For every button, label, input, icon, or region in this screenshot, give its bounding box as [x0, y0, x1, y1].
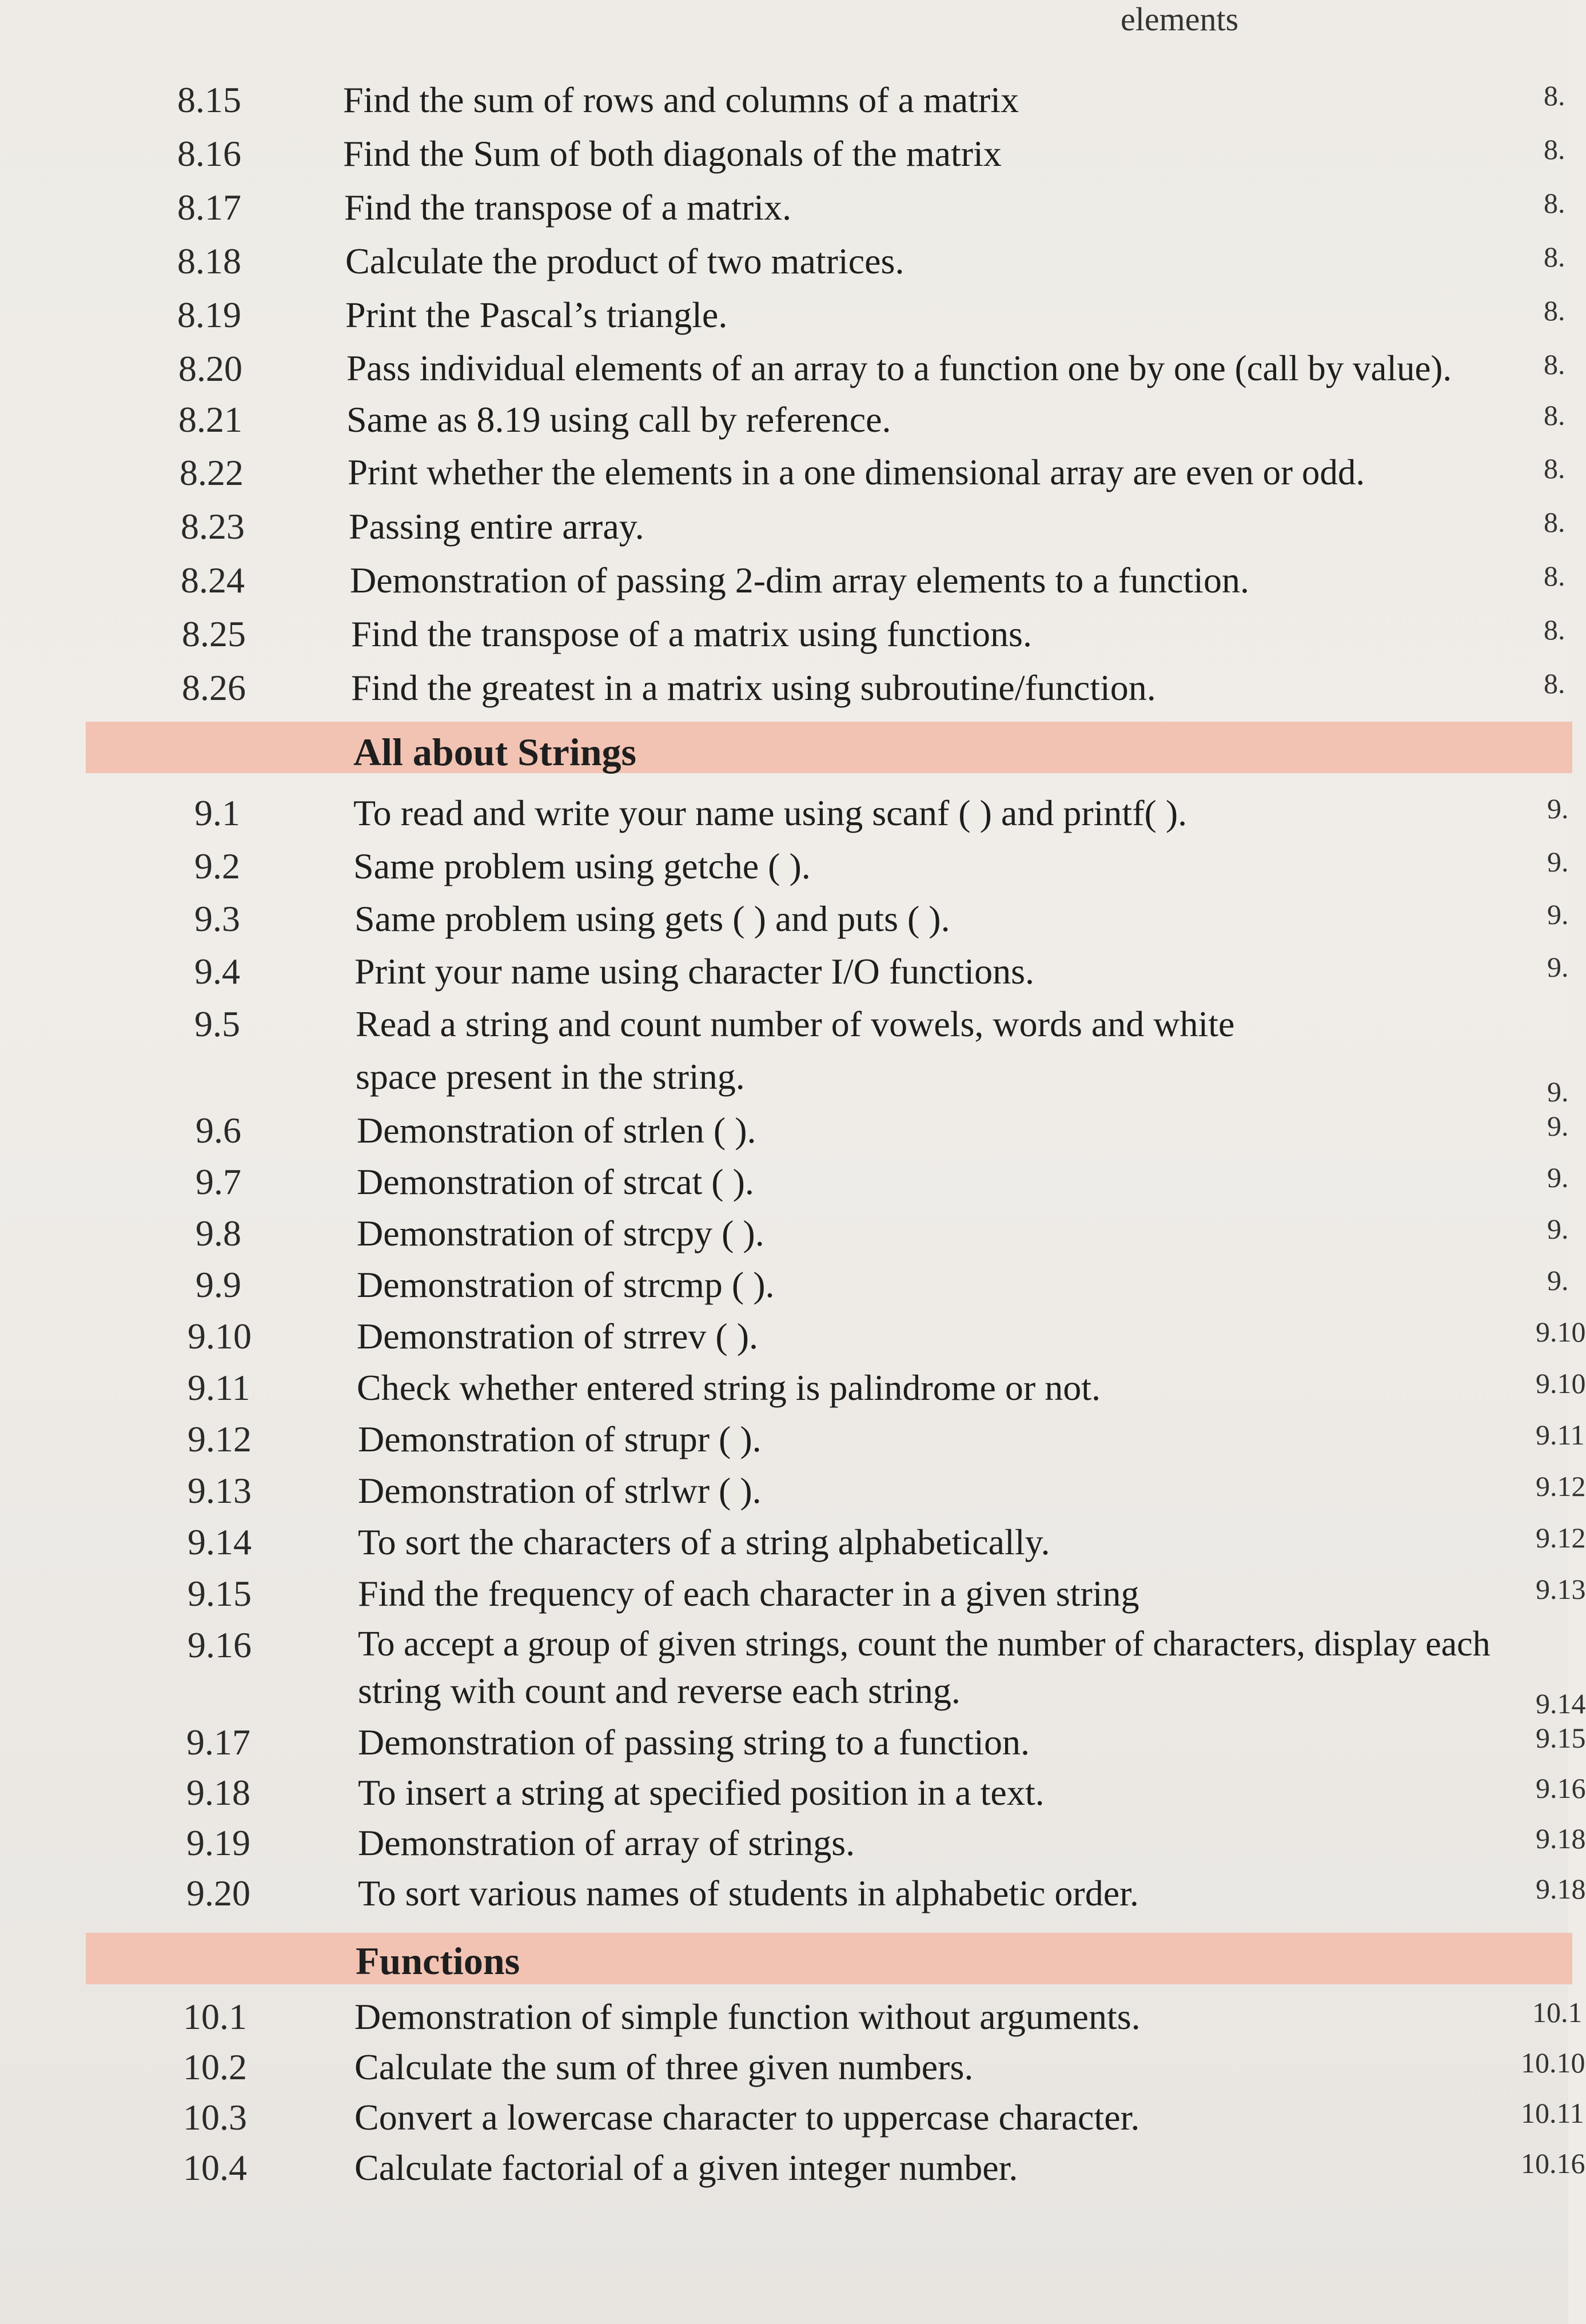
item-number: 9.18	[186, 1772, 250, 1813]
item-ref: 9.	[1547, 1161, 1569, 1193]
item-ref: 8.	[1544, 452, 1565, 484]
item-ref: 8.	[1544, 79, 1565, 112]
section-header-band	[86, 722, 1572, 773]
item-number: 9.16	[188, 1625, 252, 1665]
item-text: To read and write your name using scanf ( ) and printf( ).	[353, 793, 1187, 833]
item-ref: 9.	[1547, 1076, 1569, 1108]
item-number: 8.25	[182, 614, 246, 654]
item-number: 8.17	[177, 187, 241, 228]
item-text: Read a string and count number of vowels, words and white	[356, 1004, 1235, 1044]
list-item	[0, 1772, 1586, 1823]
item-text: Convert a lowercase character to uppercase character.	[354, 2097, 1140, 2138]
item-ref: 10.1	[1532, 1996, 1583, 2028]
list-item	[0, 1521, 1586, 1573]
item-text: Check whether entered string is palindrome or not.	[357, 1367, 1101, 1408]
item-text: Demonstration of strlen ( ).	[357, 1110, 756, 1151]
item-text: Demonstration of strcat ( ).	[357, 1161, 754, 1202]
item-text: Print whether the elements in a one dimensional array are even or odd.	[348, 452, 1365, 492]
item-ref: 8.	[1544, 348, 1565, 380]
list-item	[0, 2147, 1585, 2198]
item-number: 8.24	[181, 560, 245, 600]
item-ref: 9.13	[1536, 1573, 1586, 1605]
item-text: Pass individual elements of an array to a function one by one (call by value).	[346, 348, 1452, 388]
item-text: Demonstration of strcmp ( ).	[357, 1264, 775, 1305]
header-fragment: elements	[1121, 1, 1239, 38]
item-number: 8.16	[177, 133, 241, 174]
item-ref: 9.11	[1536, 1419, 1585, 1451]
item-text: Demonstration of strcpy ( ).	[357, 1213, 764, 1253]
item-text: Find the greatest in a matrix using subroutine/function.	[351, 667, 1156, 708]
item-number: 8.22	[180, 452, 244, 493]
list-item	[0, 613, 1568, 664]
list-item	[0, 950, 1568, 1002]
list-item	[0, 2096, 1584, 2148]
list-item	[0, 294, 1568, 345]
item-text: Find the transpose of a matrix using functions.	[351, 614, 1032, 654]
list-item	[0, 1996, 1583, 2047]
item-number: 8.26	[182, 667, 246, 708]
item-number: 8.19	[177, 295, 241, 335]
item-text-continuation: string with count and reverse each string.	[358, 1670, 961, 1711]
list-item	[0, 1872, 1586, 1924]
list-item	[0, 1109, 1568, 1161]
item-number: 9.20	[186, 1873, 250, 1913]
item-text: To accept a group of given strings, count the number of characters, display each	[358, 1625, 1491, 1664]
list-item	[0, 1721, 1586, 1773]
list-item	[0, 1264, 1568, 1315]
list-item	[0, 399, 1568, 450]
section-header-band	[86, 1933, 1572, 1984]
item-text: Calculate the product of two matrices.	[345, 241, 904, 281]
item-text: Demonstration of strrev ( ).	[357, 1316, 759, 1356]
list-item	[0, 2046, 1585, 2098]
item-text: Find the frequency of each character in a given string	[358, 1573, 1139, 1614]
list-item	[0, 1418, 1585, 1470]
item-number: 9.13	[188, 1470, 252, 1511]
item-text: Print your name using character I/O functions.	[354, 951, 1034, 992]
item-text: Calculate factorial of a given integer number.	[354, 2147, 1018, 2188]
list-item	[0, 1161, 1568, 1212]
list-item	[0, 1624, 1568, 1676]
item-text: Print the Pascal’s triangle.	[345, 295, 728, 335]
item-ref: 8.	[1544, 560, 1565, 592]
item-number: 8.15	[177, 79, 241, 120]
item-number: 8.18	[177, 241, 241, 281]
item-text: Demonstration of strupr ( ).	[358, 1419, 762, 1459]
item-number: 9.11	[188, 1367, 250, 1408]
list-item	[0, 1367, 1586, 1418]
item-text: Same as 8.19 using call by reference.	[346, 399, 891, 440]
list-item	[0, 845, 1568, 897]
item-ref: 9.18	[1536, 1873, 1586, 1905]
item-text: Find the transpose of a matrix.	[344, 187, 792, 228]
list-item	[0, 240, 1568, 292]
list-item	[0, 348, 1568, 399]
item-number: 9.14	[188, 1522, 252, 1562]
section-title: All about Strings	[353, 730, 636, 774]
item-number: 9.6	[196, 1110, 241, 1151]
item-number: 8.23	[181, 506, 245, 547]
list-item	[0, 1315, 1586, 1367]
item-ref: 8.	[1544, 295, 1565, 327]
item-number: 9.2	[194, 846, 240, 886]
list-item	[0, 667, 1568, 718]
item-text-continuation: space present in the string.	[356, 1056, 745, 1097]
list-item	[0, 452, 1568, 503]
item-ref: 9.	[1547, 951, 1569, 983]
list-item	[0, 1822, 1586, 1873]
item-text: Demonstration of simple function without arguments.	[354, 1996, 1141, 2037]
item-ref: 9.16	[1536, 1772, 1586, 1804]
item-text: To sort various names of students in alphabetic order.	[358, 1873, 1139, 1913]
item-ref: 9.10	[1536, 1367, 1586, 1399]
item-number: 9.15	[188, 1573, 252, 1614]
item-number: 9.9	[196, 1264, 241, 1305]
item-ref: 10.16	[1521, 2147, 1585, 2179]
item-number: 9.3	[194, 898, 240, 939]
item-number: 10.2	[183, 2047, 247, 2087]
item-ref: 9.	[1547, 898, 1569, 930]
item-ref: 9.12	[1536, 1522, 1586, 1554]
item-ref: 9.10	[1536, 1316, 1586, 1348]
item-number: 9.1	[194, 793, 240, 833]
item-number: 8.20	[178, 348, 242, 389]
item-ref: 9.	[1547, 793, 1569, 825]
list-item	[0, 792, 1568, 843]
item-number: 9.17	[186, 1722, 250, 1762]
item-ref: 9.15	[1536, 1722, 1586, 1754]
item-number: 9.7	[196, 1161, 241, 1202]
list-item	[0, 506, 1568, 557]
list-item	[0, 559, 1568, 611]
item-ref: 9.18	[1536, 1822, 1586, 1855]
item-number: 10.4	[183, 2147, 247, 2188]
item-ref: 8.	[1544, 399, 1565, 431]
item-ref: 8.	[1544, 667, 1565, 699]
item-text: Same problem using gets ( ) and puts ( ).	[354, 898, 950, 939]
item-ref: 8.	[1544, 133, 1565, 165]
section-title: Functions	[356, 1939, 520, 1983]
item-text: Passing entire array.	[349, 506, 644, 547]
item-number: 9.4	[194, 951, 240, 992]
item-number: 9.19	[186, 1822, 250, 1863]
item-ref: 9.	[1547, 1110, 1569, 1142]
item-ref: 8.	[1544, 506, 1565, 538]
item-text: Same problem using getche ( ).	[353, 846, 811, 886]
item-number: 9.8	[196, 1213, 241, 1253]
item-number: 8.21	[178, 399, 242, 440]
list-item	[0, 186, 1568, 238]
item-text: To sort the characters of a string alphabetically.	[358, 1522, 1050, 1562]
item-ref: 9.12	[1536, 1470, 1586, 1502]
item-ref: 9.	[1547, 1213, 1569, 1245]
item-number: 10.3	[183, 2097, 247, 2138]
item-number: 9.5	[194, 1004, 240, 1044]
item-text: Calculate the sum of three given numbers.	[354, 2047, 974, 2087]
list-item	[0, 133, 1568, 184]
item-text: Find the Sum of both diagonals of the matrix	[343, 133, 1002, 174]
item-text: Find the sum of rows and columns of a matrix	[343, 79, 1019, 120]
item-ref: 9.	[1547, 1264, 1569, 1296]
list-item	[0, 1573, 1586, 1624]
item-ref: 8.	[1544, 241, 1565, 273]
item-number: 10.1	[183, 1996, 247, 2037]
item-ref: 8.	[1544, 614, 1565, 646]
item-ref: 8.	[1544, 187, 1565, 219]
item-ref: 9.	[1547, 846, 1569, 878]
item-ref: 10.11	[1521, 2097, 1584, 2129]
item-number: 9.10	[188, 1316, 252, 1356]
item-text: Demonstration of passing 2-dim array elements to a function.	[350, 560, 1249, 600]
list-item	[0, 1470, 1586, 1521]
item-text: Demonstration of strlwr ( ).	[358, 1470, 762, 1511]
item-number: 9.12	[188, 1419, 252, 1459]
item-text: Demonstration of passing string to a function.	[358, 1722, 1030, 1762]
list-item	[0, 1003, 1568, 1054]
item-ref: 10.10	[1521, 2047, 1585, 2079]
item-text: Demonstration of array of strings.	[358, 1822, 855, 1863]
list-item	[0, 1212, 1568, 1264]
item-text: To insert a string at specified position in a text.	[358, 1772, 1045, 1813]
item-ref: 9.14	[1536, 1688, 1586, 1720]
list-item	[0, 79, 1568, 130]
list-item	[0, 898, 1568, 949]
